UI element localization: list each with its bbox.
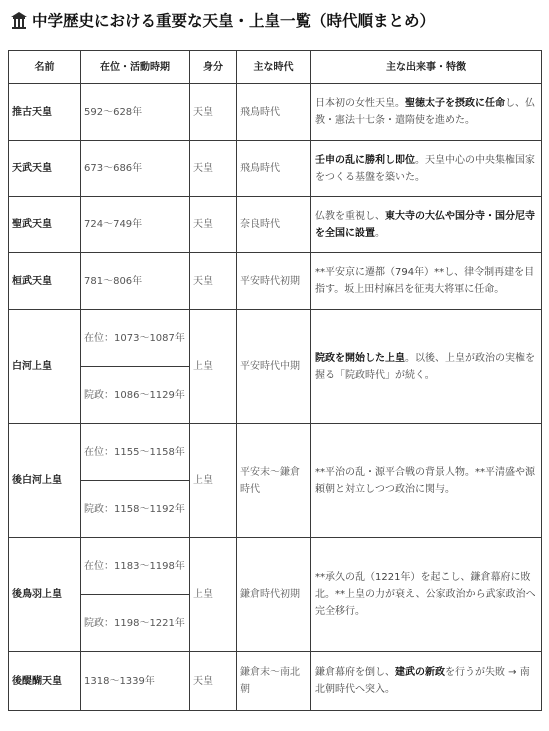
row-period-insei: 院政：1158〜1192年 [81, 481, 190, 538]
table-header-row [9, 51, 542, 84]
row-name: 桓武天皇 [9, 253, 81, 310]
row-rank: 天皇 [190, 197, 237, 253]
row-rank: 天皇 [190, 652, 237, 711]
row-name: 後白河上皇 [9, 424, 81, 538]
row-period-insei: 院政：1198〜1221年 [81, 595, 190, 652]
table-row [9, 652, 542, 711]
row-period: 1318〜1339年 [81, 652, 190, 711]
row-period-insei: 院政：1086〜1129年 [81, 367, 190, 424]
emperor-table [8, 50, 542, 711]
row-period-reign: 在位：1073〜1087年 [81, 310, 190, 367]
row-era: 鎌倉末〜南北朝 [237, 652, 311, 711]
row-name: 聖武天皇 [9, 197, 81, 253]
row-era: 鎌倉時代初期 [237, 538, 311, 652]
table-row [9, 141, 542, 197]
table-row [9, 310, 542, 367]
row-period-reign: 在位：1155〜1158年 [81, 424, 190, 481]
row-rank: 上皇 [190, 424, 237, 538]
row-era: 平安時代中期 [237, 310, 311, 424]
row-name: 白河上皇 [9, 310, 81, 424]
table-row [9, 84, 542, 141]
row-era: 平安時代初期 [237, 253, 311, 310]
row-rank: 天皇 [190, 84, 237, 141]
header-period: 在位・活動時期 [81, 51, 190, 84]
table-row [9, 253, 542, 310]
row-name: 天武天皇 [9, 141, 81, 197]
page-title-text: 中学歴史における重要な天皇・上皇一覧（時代順まとめ） [32, 12, 436, 30]
row-name: 推古天皇 [9, 84, 81, 141]
table-row [9, 424, 542, 481]
row-period: 673〜686年 [81, 141, 190, 197]
table-row [9, 538, 542, 595]
row-era: 飛鳥時代 [237, 84, 311, 141]
row-description: 院政を開始した上皇。以後、上皇が政治の実権を握る「院政時代」が続く。 [311, 310, 542, 424]
row-name: 後鳥羽上皇 [9, 538, 81, 652]
table-row [9, 197, 542, 253]
header-rank: 身分 [190, 51, 237, 84]
row-description: 仏教を重視し、東大寺の大仏や国分寺・国分尼寺を全国に設置。 [311, 197, 542, 253]
row-description: 壬申の乱に勝利し即位。天皇中心の中央集権国家をつくる基盤を築いた。 [311, 141, 542, 197]
row-description: 鎌倉幕府を倒し、建武の新政を行うが失敗 → 南北朝時代へ突入。 [311, 652, 542, 711]
row-era: 奈良時代 [237, 197, 311, 253]
shrine-building-icon [9, 10, 29, 30]
row-description: **承久の乱（1221年）を起こし、鎌倉幕府に敗北。**上皇の力が衰え、公家政治から武家政治へ完全移行。 [311, 538, 542, 652]
row-description: 日本初の女性天皇。聖徳太子を摂政に任命し、仏教・憲法十七条・遣隋使を進めた。 [311, 84, 542, 141]
row-rank: 天皇 [190, 253, 237, 310]
row-rank: 天皇 [190, 141, 237, 197]
row-period: 781〜806年 [81, 253, 190, 310]
row-era: 平安末〜鎌倉時代 [237, 424, 311, 538]
row-period: 592〜628年 [81, 84, 190, 141]
row-rank: 上皇 [190, 538, 237, 652]
row-name: 後醍醐天皇 [9, 652, 81, 711]
row-era: 飛鳥時代 [237, 141, 311, 197]
row-rank: 上皇 [190, 310, 237, 424]
header-name: 名前 [9, 51, 81, 84]
row-period-reign: 在位：1183〜1198年 [81, 538, 190, 595]
row-period: 724〜749年 [81, 197, 190, 253]
header-era: 主な時代 [237, 51, 311, 84]
row-description: **平治の乱・源平合戦の背景人物。**平清盛や源頼朝と対立しつつ政治に関与。 [311, 424, 542, 538]
row-description: **平安京に遷都（794年）**し、律令制再建を目指す。坂上田村麻呂を征夷大将軍に任命。 [311, 253, 542, 310]
page-title [9, 9, 435, 31]
header-events: 主な出来事・特徴 [311, 51, 542, 84]
